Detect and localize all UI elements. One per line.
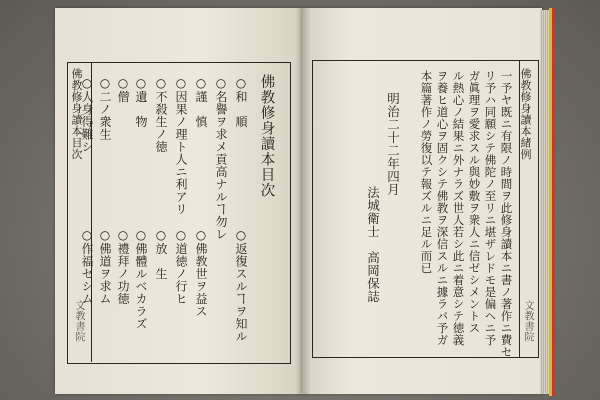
right-page <box>302 8 542 394</box>
binding-thread-red <box>552 8 555 396</box>
preface-line: 本篇著作ノ勞復以テ報ズルニ足ル而已 <box>419 70 434 274</box>
toc-entry: ○遺 物 <box>134 76 148 128</box>
open-book <box>55 8 555 396</box>
toc-entry: ○二ノ衆生 <box>98 76 112 141</box>
toc-entry: ○人身得難シ <box>80 76 94 153</box>
toc-title: 佛教修身讀本目次 <box>258 74 275 198</box>
preface-line: 一予ヤ既ニ有限ノ時間ヲ此修身讀本ニ書ノ著作ニ費セ <box>499 70 514 358</box>
toc-entry: ○返復スルヿヲ知ル <box>234 228 248 343</box>
preface-line: ヲ養ヒ道心ヲ固クシテ佛教ヲ深信スルニ據ラバ予ガ <box>435 70 450 346</box>
toc-entry: ○作福セシム <box>80 228 94 305</box>
toc-entry: ○佛教世ヲ益ス <box>194 228 208 318</box>
toc-entry: ○因果ノ理ト人ニ利アリ <box>174 76 188 216</box>
right-hashira-title: 佛教修身讀本緒例 <box>519 68 532 160</box>
preface-line: ガ眞理ヲ愛求スル與妙敷ヲ衆人ニ信ゼシメントス <box>467 70 482 334</box>
right-hashira-publisher: 文教書院 <box>522 300 533 342</box>
preface-line: ル熱心ノ結果ニ外ナラズ世人若シ此ニ着意シテ徳義 <box>451 70 466 346</box>
gutter-shadow <box>295 8 311 394</box>
toc-entry: ○不殺生ノ徳 <box>154 76 168 153</box>
preface-date: 明治二十二年四月 <box>385 92 401 196</box>
toc-entry: ○和 順 <box>234 76 248 128</box>
toc-entry: ○名譽ヲ求メ貢高ナルヿ勿レ <box>214 76 228 241</box>
toc-entry: ○放 生 <box>154 228 168 280</box>
left-page <box>55 8 302 394</box>
toc-entry: ○僧 <box>116 76 130 103</box>
toc-entry: ○佛體ルベカラズ <box>134 228 148 330</box>
left-hashira-publisher: 文教書院 <box>73 300 84 342</box>
preface-line: リ予ハ同願シテ佛陀ノ至リニ堪ザレドモ是偏ヘニ予 <box>483 70 498 346</box>
toc-entry: ○謹 慎 <box>194 76 208 128</box>
left-hashira-title: 佛教修身讀本目次 <box>70 68 83 160</box>
toc-entry: ○禮拜ノ功徳 <box>116 228 130 305</box>
preface-signature: 法城衛士 高岡保誌 <box>365 186 381 303</box>
toc-entry: ○道徳ノ行ヒ <box>174 228 188 305</box>
toc-entry: ○佛道ヲ求ム <box>98 228 112 305</box>
